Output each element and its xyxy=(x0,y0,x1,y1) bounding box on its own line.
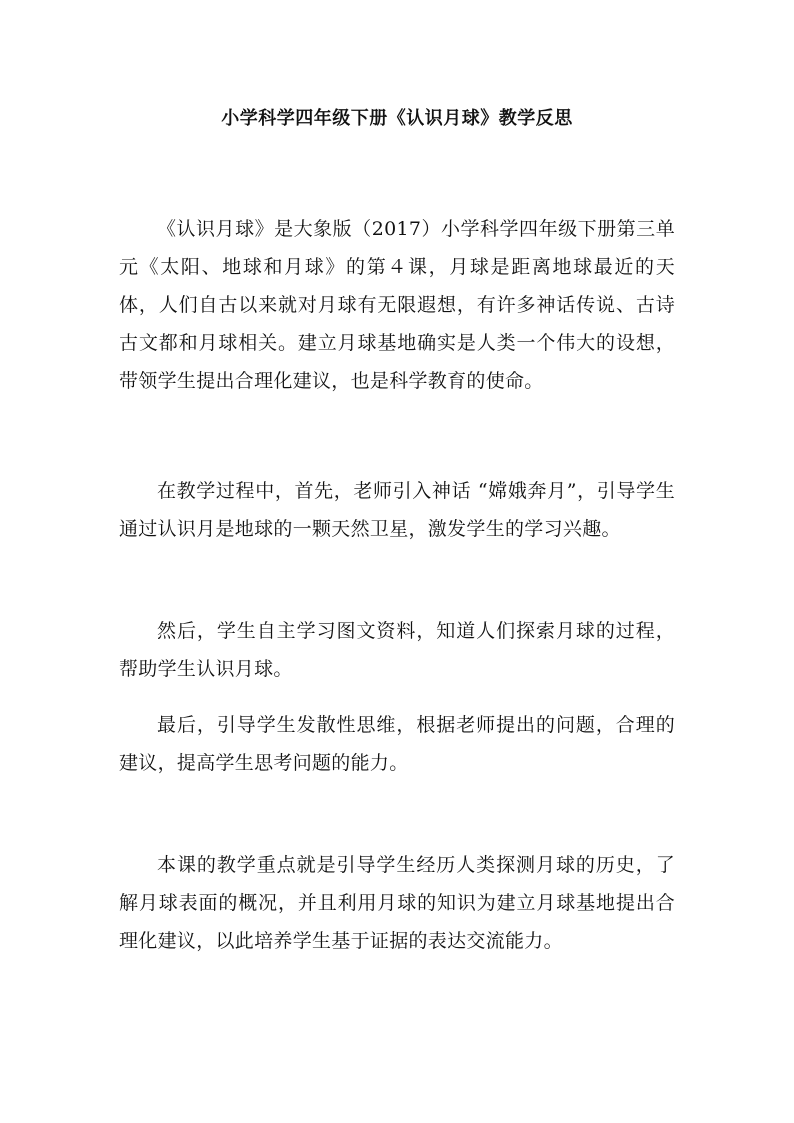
paragraph-key-points: 本课的教学重点就是引导学生经历人类探测月球的历史，了解月球表面的概况，并且利用月球的知识为建立月球基地提出合理化建议，以此培养学生基于证据的表达交流能力。 xyxy=(119,854,675,952)
paragraph-teaching-process: 在教学过程中，首先，老师引入神话 “嫦娥奔月”，引导学生通过认识月是地球的一颗天然卫星，激发学生的学习兴趣。 xyxy=(119,480,675,540)
paragraph-then: 然后，学生自主学习图文资料，知道人们探索月球的过程，帮助学生认识月球。 xyxy=(119,620,675,680)
paragraph-finally: 最后，引导学生发散性思维，根据老师提出的问题，合理的建议，提高学生思考问题的能力。 xyxy=(119,714,675,774)
paragraph-introduction: 《认识月球》是大象版（2017）小学科学四年级下册第三单元《太阳、地球和月球》的第４课，月球是距离地球最近的天体，人们自古以来就对月球有无限遐想，有许多神话传说、古诗古文都和月球相关。建立月球基地确实是人类一个伟大的设想，带领学生提出合理化建议，也是科学教育的使命。 xyxy=(119,218,675,392)
document-title: 小学科学四年级下册《认识月球》教学反思 xyxy=(221,108,573,129)
